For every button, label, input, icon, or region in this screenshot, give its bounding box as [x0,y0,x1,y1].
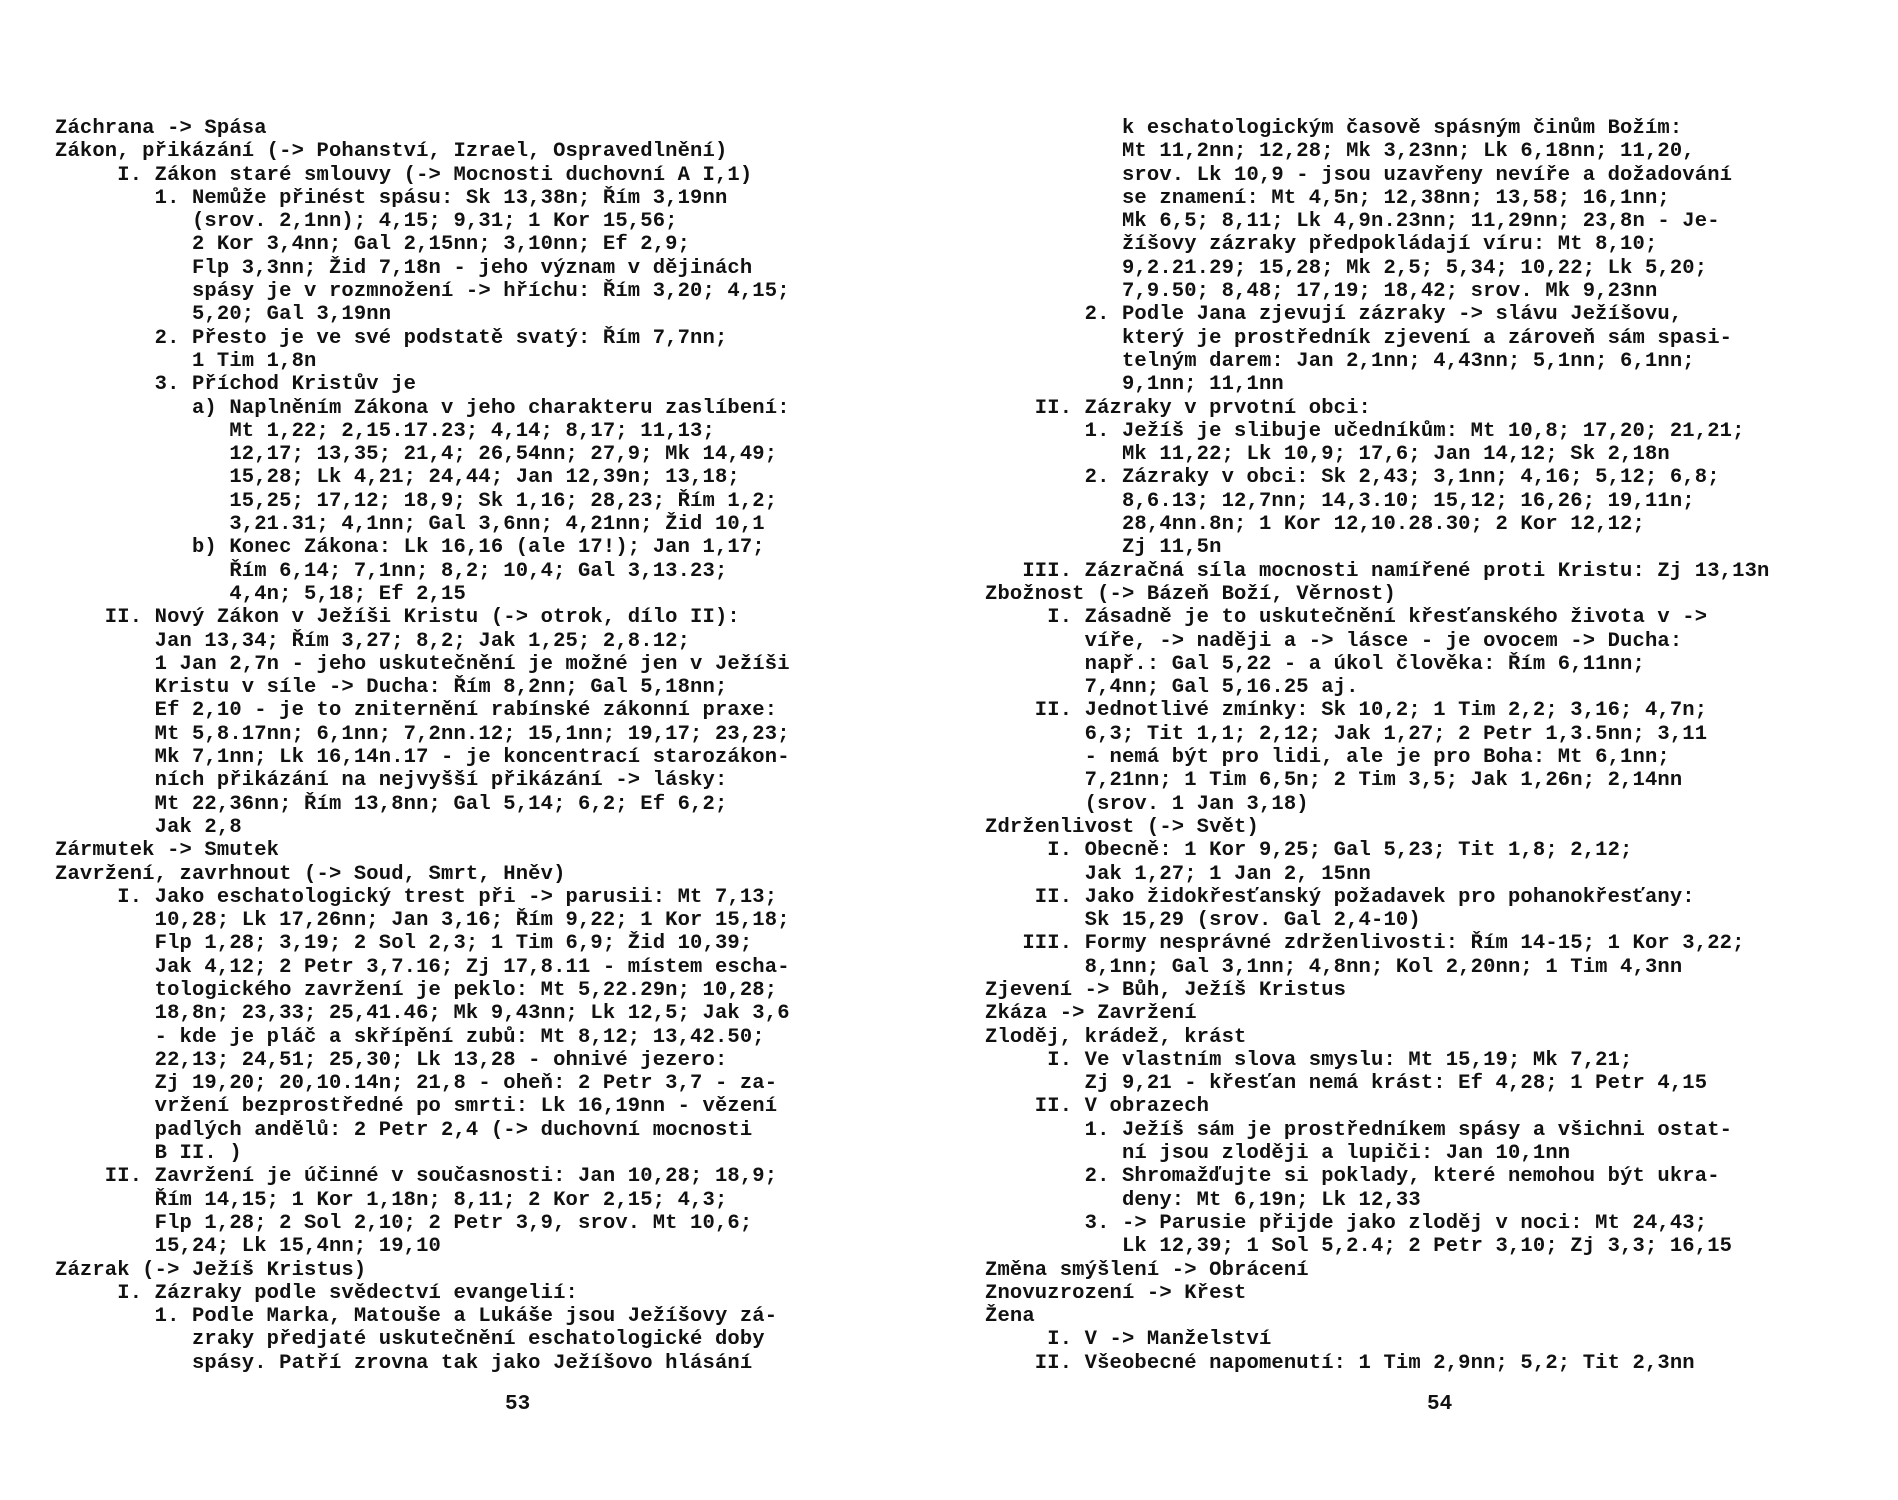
text-line: Mk 7,1nn; Lk 16,14n.17 - je koncentrací starozákon- [55,746,790,770]
text-line: I. Zázraky podle svědectví evangelií: [55,1281,578,1305]
text-line: B II. ) [55,1142,242,1166]
text-line: 1. Podle Marka, Matouše a Lukáše jsou Ježíšovy zá- [55,1305,778,1329]
text-line: II. Nový Zákon v Ježíši Kristu (-> otrok, dílo II): [55,606,740,630]
text-line: padlých andělů: 2 Petr 2,4 (-> duchovní mocnosti [55,1118,753,1142]
text-line: 6,3; Tit 1,1; 2,12; Jak 1,27; 2 Petr 1,3.5nn; 3,11 [985,722,1708,746]
text-line: Jak 4,12; 2 Petr 3,7.16; Zj 17,8.11 - místem escha- [55,955,790,979]
text-line: Mk 11,22; Lk 10,9; 17,6; Jan 14,12; Sk 2,18n [985,443,1670,467]
text-line: Zavržení, zavrhnout (-> Soud, Smrt, Hněv) [55,862,566,886]
text-line: 9,2.21.29; 15,28; Mk 2,5; 5,34; 10,22; Lk 5,20; [985,256,1708,280]
text-line: 8,6.13; 12,7nn; 14,3.10; 15,12; 16,26; 19,11n; [985,489,1695,513]
text-line: Jan 13,34; Řím 3,27; 8,2; Jak 1,25; 2,8.12; [55,629,691,653]
text-line: 7,21nn; 1 Tim 6,5n; 2 Tim 3,5; Jak 1,26n; 2,14nn [985,769,1683,793]
text-line: a) Naplněním Zákona v jeho charakteru zaslíbení: [55,396,790,420]
text-line: 8,1nn; Gal 3,1nn; 4,8nn; Kol 2,20nn; 1 Tim 4,3nn [985,955,1683,979]
text-line: III. Zázračná síla mocnosti namířené proti Kristu: Zj 13,13n [985,559,1770,583]
text-line: žíšovy zázraky předpokládají víru: Mt 8,10; [985,233,1658,257]
text-line: 2. Podle Jana zjevují zázraky -> slávu Ježíšovu, [985,303,1683,327]
text-line: telným darem: Jan 2,1nn; 4,43nn; 5,1nn; 6,1nn; [985,349,1695,373]
text-line: Znovuzrození -> Křest [985,1281,1247,1305]
text-line: Zjevení -> Bůh, Ježíš Kristus [985,978,1347,1002]
text-line: II. Jednotlivé zmínky: Sk 10,2; 1 Tim 2,2; 3,16; 4,7n; [985,699,1708,723]
text-line: tologického zavržení je peklo: Mt 5,22.29n; 10,28; [55,978,778,1002]
left-page [55,117,915,1375]
text-line: Žena [985,1305,1035,1329]
text-line: Zármutek -> Smutek [55,839,280,863]
text-line: Zbožnost (-> Bázeň Boží, Věrnost) [985,582,1396,606]
text-line: Změna smýšlení -> Obrácení [985,1258,1309,1282]
text-line: 4,4n; 5,18; Ef 2,15 [55,582,466,606]
text-line: Zj 11,5n [985,536,1222,560]
text-line: 15,28; Lk 4,21; 24,44; Jan 12,39n; 13,18; [55,466,740,490]
text-line: Mt 1,22; 2,15.17.23; 4,14; 8,17; 11,13; [55,419,715,443]
text-line: Zdrženlivost (-> Svět) [985,815,1259,839]
text-line: 2. Zázraky v obci: Sk 2,43; 3,1nn; 4,16; 5,12; 6,8; [985,466,1720,490]
text-line: 3. Příchod Kristův je [55,373,417,397]
text-line: I. V -> Manželství [985,1328,1272,1352]
text-line: I. Obecně: 1 Kor 9,25; Gal 5,23; Tit 1,8; 2,12; [985,839,1633,863]
text-line: Jak 2,8 [55,815,242,839]
text-line: Zkáza -> Zavržení [985,1002,1197,1026]
text-line: Mt 5,8.17nn; 6,1nn; 7,2nn.12; 15,1nn; 19,17; 23,23; [55,722,790,746]
text-line: II. Zavržení je účinné v současnosti: Jan 10,28; 18,9; [55,1165,778,1189]
text-line: Jak 1,27; 1 Jan 2, 15nn [985,862,1372,886]
text-line: deny: Mt 6,19n; Lk 12,33 [985,1188,1421,1212]
text-line: který je prostředník zjevení a zároveň sám spasi- [985,326,1733,350]
text-line: 2. Shromažďujte si poklady, které nemohou být ukra- [985,1165,1720,1189]
text-line: 7,4nn; Gal 5,16.25 aj. [985,676,1359,700]
text-line: srov. Lk 10,9 - jsou uzavřeny nevíře a dožadování [985,163,1733,187]
text-line: 10,28; Lk 17,26nn; Jan 3,16; Řím 9,22; 1 Kor 15,18; [55,909,790,933]
text-line: Mt 11,2nn; 12,28; Mk 3,23nn; Lk 6,18nn; 11,20, [985,140,1695,164]
text-line: 7,9.50; 8,48; 17,19; 18,42; srov. Mk 9,23nn [985,280,1658,304]
text-line: spásy. Patří zrovna tak jako Ježíšovo hlásání [55,1351,753,1375]
right-page [985,117,1865,1375]
text-line: zraky předjaté uskutečnění eschatologické doby [55,1328,765,1352]
text-line: III. Formy nesprávné zdrženlivosti: Řím 14-15; 1 Kor 3,22; [985,932,1745,956]
text-line: (srov. 1 Jan 3,18) [985,792,1309,816]
text-line: Zj 9,21 - křesťan nemá krást: Ef 4,28; 1 Petr 4,15 [985,1072,1708,1096]
text-line: Zj 19,20; 20,10.14n; 21,8 - oheň: 2 Petr 3,7 - za- [55,1072,778,1096]
text-line: k eschatologickým časově spásným činům Božím: [985,117,1683,140]
text-line: se znamení: Mt 4,5n; 12,38nn; 13,58; 16,1nn; [985,186,1670,210]
text-line: b) Konec Zákona: Lk 16,16 (ale 17!); Jan 1,17; [55,536,765,560]
text-line: Řím 14,15; 1 Kor 1,18n; 8,11; 2 Kor 2,15; 4,3; [55,1188,728,1212]
text-line: II. Jako židokřesťanský požadavek pro pohanokřesťany: [985,885,1695,909]
text-line: spásy je v rozmnožení -> hříchu: Řím 3,20; 4,15; [55,280,790,304]
text-line: 18,8n; 23,33; 25,41.46; Mk 9,43nn; Lk 12,5; Jak 3,6 [55,1002,790,1026]
text-line: Zloděj, krádež, krást [985,1025,1247,1049]
text-line: I. Zásadně je to uskutečnění křesťanského života v -> [985,606,1708,630]
text-line: Mt 22,36nn; Řím 13,8nn; Gal 5,14; 6,2; Ef 6,2; [55,792,728,816]
text-line: 1. Ježíš sám je prostředníkem spásy a všichni ostat- [985,1118,1733,1142]
text-line: 15,25; 17,12; 18,9; Sk 1,16; 28,23; Řím 1,2; [55,489,778,513]
text-line: I. Jako eschatologický trest při -> parusii: Mt 7,13; [55,885,778,909]
text-line: 12,17; 13,35; 21,4; 26,54nn; 27,9; Mk 14,49; [55,443,778,467]
text-line: (srov. 2,1nn); 4,15; 9,31; 1 Kor 15,56; [55,210,678,234]
text-line: 28,4nn.8n; 1 Kor 12,10.28.30; 2 Kor 12,12; [985,513,1645,537]
text-line: 1. Ježíš je slibuje učedníkům: Mt 10,8; 17,20; 21,21; [985,419,1745,443]
text-line: 3,21.31; 4,1nn; Gal 3,6nn; 4,21nn; Žid 10,1 [55,513,765,537]
page-number-right: 54 [1427,1393,1453,1416]
page-number-left: 53 [505,1393,531,1416]
text-line: Ef 2,10 - je to zniternění rabínské zákonní praxe: [55,699,778,723]
text-line: víře, -> naději a -> lásce - je ovocem -> Ducha: [985,629,1683,653]
text-line: Zázrak (-> Ježíš Kristus) [55,1258,367,1282]
text-line: 3. -> Parusie přijde jako zloděj v noci: Mt 24,43; [985,1211,1708,1235]
text-line: - kde je pláč a skřípění zubů: Mt 8,12; 13,42.50; [55,1025,765,1049]
text-line: 9,1nn; 11,1nn [985,373,1284,397]
text-line: 2. Přesto je ve své podstatě svatý: Řím 7,7nn; [55,326,728,350]
text-line: ní jsou zloději a lupiči: Jan 10,1nn [985,1142,1571,1166]
text-line: Záchrana -> Spása [55,117,267,140]
text-line: I. Zákon staré smlouvy (-> Mocnosti duchovní A I,1) [55,163,753,187]
text-line: I. Ve vlastním slova smyslu: Mt 15,19; Mk 7,21; [985,1048,1633,1072]
text-line: Flp 1,28; 3,19; 2 Sol 2,3; 1 Tim 6,9; Žid 10,39; [55,932,753,956]
text-line: 1 Tim 1,8n [55,349,317,373]
text-line: 22,13; 24,51; 25,30; Lk 13,28 - ohnivé jezero: [55,1048,728,1072]
text-line: II. Zázraky v prvotní obci: [985,396,1372,420]
text-line: vržení bezprostředné po smrti: Lk 16,19nn - vězení [55,1095,778,1119]
text-line: 1 Jan 2,7n - jeho uskutečnění je možné jen v Ježíši [55,652,790,676]
text-line: 15,24; Lk 15,4nn; 19,10 [55,1235,442,1259]
text-line: Sk 15,29 (srov. Gal 2,4-10) [985,909,1421,933]
text-line: Zákon, přikázání (-> Pohanství, Izrael, Ospravedlnění) [55,140,728,164]
text-line: Kristu v síle -> Ducha: Řím 8,2nn; Gal 5,18nn; [55,676,728,700]
text-line: Mk 6,5; 8,11; Lk 4,9n.23nn; 11,29nn; 23,8n - Je- [985,210,1720,234]
text-line: 5,20; Gal 3,19nn [55,303,392,327]
text-line: např.: Gal 5,22 - a úkol člověka: Řím 6,11nn; [985,652,1645,676]
text-line: 1. Nemůže přinést spásu: Sk 13,38n; Řím 3,19nn [55,186,728,210]
text-line: Flp 1,28; 2 Sol 2,10; 2 Petr 3,9, srov. Mt 10,6; [55,1211,753,1235]
text-line: ních přikázání na nejvyšší přikázání -> lásky: [55,769,728,793]
text-line: 2 Kor 3,4nn; Gal 2,15nn; 3,10nn; Ef 2,9; [55,233,691,257]
text-line: - nemá být pro lidi, ale je pro Boha: Mt 6,1nn; [985,746,1670,770]
text-line: Flp 3,3nn; Žid 7,18n - jeho význam v dějinách [55,256,753,280]
text-line: Lk 12,39; 1 Sol 5,2.4; 2 Petr 3,10; Zj 3,3; 16,15 [985,1235,1733,1259]
text-line: II. Všeobecné napomenutí: 1 Tim 2,9nn; 5,2; Tit 2,3nn [985,1351,1695,1375]
text-line: II. V obrazech [985,1095,1210,1119]
text-line: Řím 6,14; 7,1nn; 8,2; 10,4; Gal 3,13.23; [55,559,728,583]
